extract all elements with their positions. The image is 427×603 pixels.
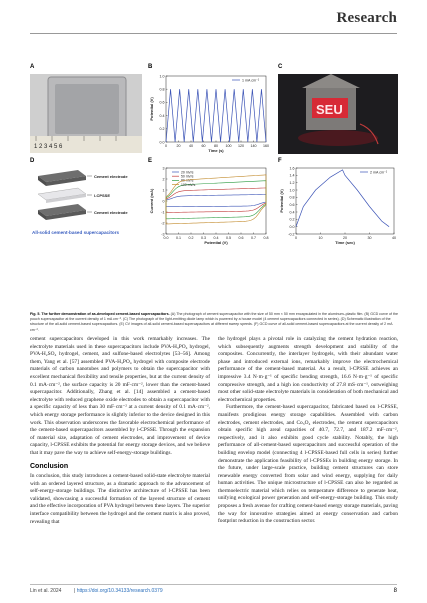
y-tick-label: 0 [162,199,165,204]
left-paragraph-1: cement supercapacitors developed in this work remarkably increases. The electrolyte materials used in these supercapacitors include PVA-H₃PO₄ hydrogel, PVA-H₂SO₄ hydrogel, cement, and sulfone-based electrolytes [53–56]. Among them, Yang et al. [57] assembled PVA-H₃PO₄ hydrogel with composite electrode materials of carbon nanotubes and polymers to obtain the supercapacitor with excellent mechanical flexibility and tensile properties, but at the current density of 0.1 mA·cm⁻², the surface capacity is 20 mF·cm⁻², lower than the cement-based supercapacitor. Additionally, Zhang et al. [14] assembled a cement-based electrolyte with reduced graphene oxide electrodes to obtain a supercapacitor with a specific capacity of less than 30 mF·cm⁻² at a current density of 0.1 mA·cm⁻², which energy storage performance is slightly inferior to the device designed in this work. This observation underscores the favorable electrochemical performance of the cement-based supercapacitors assembled by l-CPSSE. Through the expansion of material size, adaptation of cement electrodes, and improvement of device capacity, l-CPSSE exhibits the potential for energy storage devices, and we believe that it may pave the way to achieve self-energy-storage buildings. [30,336,210,456]
x-tick-label: 0.0 [163,236,169,240]
panel-a-photo [30,74,142,159]
x-tick-label: 0.8 [263,236,269,240]
x-axis-label: Time (s) [208,148,224,153]
x-tick-label: 0.1 [176,236,181,240]
y-tick-label: -2 [161,221,165,226]
y-tick-label: -0.2 [288,232,295,237]
page-header [0,0,427,40]
header-rule [30,33,397,34]
panel-e-label: E [148,158,153,164]
panel-e [148,160,270,250]
cv-series-2 [166,188,266,213]
panel-a-label: A [30,64,35,70]
legend-label: 2 mA cm⁻² [370,170,388,175]
page-footer [30,588,397,598]
chart-b [148,72,270,156]
panel-c-label: C [278,64,283,70]
ruler-numbers: 1 2 3 4 5 6 [34,144,63,150]
caption-title: The further demonstration of as-developed cement-based supercapacitors. [41,312,170,316]
legend-label-2: 50 mV/s [181,174,194,179]
y-tick-label: 1.6 [289,166,295,171]
gcd-series-line [166,89,266,142]
y-tick-label: 0.2 [289,217,295,222]
x-tick-label: 20 [343,236,347,240]
panel-f [278,160,398,250]
led-text: SEU [316,102,343,117]
x-tick-label: 80 [214,144,218,148]
x-tick-label: 100 [225,144,232,148]
x-tick-label: 20 [176,144,181,148]
panel-c [278,64,398,154]
legend-label-4: 100 mV/s [181,182,196,187]
x-tick-label: 30 [367,236,372,240]
y-tick-label: -1 [161,210,165,215]
y-tick-label: 1.0 [289,188,295,193]
schematic-label-top: Cement electrode [94,174,128,179]
y-tick-label: 0.4 [289,210,295,215]
y-tick-label: 0.0 [289,224,295,229]
caption-lead: Fig. 5. [30,312,41,316]
y-tick-label: 2 [162,177,165,182]
gcd-series-line [296,170,389,227]
y-tick-label: 0.6 [159,100,165,105]
x-tick-label: 0.7 [251,236,256,240]
y-tick-label: 1.2 [289,180,295,185]
x-tick-label: 10 [318,236,323,240]
x-tick-label: 0.6 [238,236,244,240]
y-tick-label: 0.2 [159,127,165,132]
panel-d [30,160,142,240]
right-paragraph-2: Furthermore, the cement-based supercapacitor, fabricated based on l-CPSSE, manifests prodigious energy storage capabilities. Assembled with carbon electrodes, cement electrodes, and Co₃O₄ electrodes, the cement supercapacitors obtain specific high areal capacities of 40.7, 72.7, and 187.2 mF·cm⁻², respectively, and it also exhibits good cycle stability. Notably, the high performance of all-cement-based supercapacitors and successful operation of the building envelop model (connecting 4 l-CPSSE-based full cells in series) further demonstrate the application feasibility of l-CPSSEs in building energy storage. In the future, under large-scale practice, building cement structures can store renewable energy converted from solar and wind energy, supplying for daily human activities. The unique microstructure of l-CPSSE can also be regarded as thermoelectric material which relies on temperature difference to generate heat, unifying ecological power generation and self-energy-storage building. This study proposes a fresh avenue for crafting cement-based energy storage materials, paving the way for innovative strategies aimed at energy conservation and carbon footprint reduction in the construction sector. [218,404,398,525]
y-tick-label: 0.4 [159,113,165,118]
footer-doi: https://doi.org/10.34133/research.0379 [76,588,163,594]
x-tick-label: 0 [165,144,167,148]
chart-f [278,164,398,250]
y-tick-label: 0.6 [289,202,295,207]
y-tick-label: 0.8 [289,195,295,200]
y-tick-label: 1 [162,188,165,193]
right-paragraph-1: the hydrogel plays a pivotal role in catalyzing the cement hydration reaction, which subsequently augments strength development and stability of the composites. Concurrently, the interlayer hydrogels, with their abundant water phase and introduced external ions, remarkably improve the electrochemical performance of the cement-based material. As a result, l-CPSSE achieves an impressive 3.4 N·m·g⁻¹ of specific bending strength, 16.6 N·m·g⁻¹ of specific compressive strength, and a high ion conductivity of 27.8 mS·cm⁻¹, outweighing most other solid-state electrolyte materials in consideration of both mechanical and electrochemical properties. [218,336,398,403]
y-tick-label: -3 [161,232,165,237]
y-tick-label: 3 [162,166,165,171]
x-tick-label: 0.4 [213,236,219,240]
panel-c-photo [278,74,398,154]
x-tick-label: 0.3 [201,236,206,240]
panel-f-label: F [278,158,282,164]
x-tick-label: 0 [295,236,297,240]
panel-a [30,64,142,153]
panel-b [148,64,270,156]
footer-doi-link[interactable] [74,588,163,594]
schematic-title: All-solid cement-based supercapacitors [32,230,120,235]
schematic [30,166,142,246]
x-tick-label: 40 [392,236,396,240]
legend-label-3: 80 mV/s [181,178,194,183]
y-tick-label: 1.4 [289,173,295,178]
x-tick-label: 140 [250,144,257,148]
left-column [30,336,210,526]
schematic-label-bottom: Cement electrode [94,210,128,215]
right-column [218,336,398,526]
legend-label: 1 mA cm⁻² [242,78,260,83]
figure-caption [30,312,398,333]
x-tick-label: 0.5 [226,236,231,240]
y-axis-label: Potential (V) [279,189,284,213]
x-tick-label: 160 [263,144,269,148]
left-paragraph-2: In conclusion, this study introduces a cement-based solid-state electrolyte material with an ordered layered structure, as a dramatic approach to the advancement of self-energy-storage buildings. The distinctive architecture of l-CPSSE has been validated, showcasing a successful formation of the layered structure of cement and the effective incorporation of PVA hydrogel between these layers. The superior interface compatibility between the hydrogel and the cement matrix is also proved, revealing that [30,473,210,525]
x-tick-label: 60 [201,144,206,148]
y-tick-label: 0.0 [159,140,165,145]
x-axis-label: Potential (V) [204,240,228,245]
schematic-label-middle: l-CPSSE [94,193,111,198]
footer-rule [30,584,397,585]
y-axis-label: Current (mA) [149,188,154,214]
footer-author: Lin et al. 2024 [30,588,62,594]
panel-b-label: B [148,64,153,70]
x-axis-label: Time (sec) [335,240,355,245]
y-tick-label: 0.8 [159,87,165,92]
x-tick-label: 0.2 [188,236,194,240]
legend-label-1: 20 mV/s [181,170,194,175]
chart-e [148,164,270,250]
y-tick-label: 1.0 [159,74,165,79]
panel-d-label: D [30,158,35,164]
y-axis-label: Potential (V) [149,97,154,121]
plot-frame [296,168,394,234]
x-tick-label: 40 [189,144,193,148]
cv-series-1 [166,194,266,206]
conclusion-heading: Conclusion [30,462,69,470]
x-tick-label: 120 [238,144,244,148]
caption-body: (A) The photograph of cement supercapacitor with the size of 50 mm × 50 mm encapsulated in the aluminum–plastic film. (B) GCD curve of the pouch supercapacitor at the current density of 1 mA cm⁻². (C) The photograph of the light-emitting diode lamp which is powered by a house model (4 cement supercapacitors connected in series). (D) Schematic illustration of the structure of the all-solid cement-based supercapacitors. (E) CV images of all-solid cement-based supercapacitors at different sweep speeds. (F) GCD curve of all-solid cement-based supercapacitors at the current density of 2 mA cm⁻². [30,312,398,332]
journal-title: Research [336,10,397,26]
footer-separator: | [74,588,77,594]
page-number: 8 [393,588,397,594]
